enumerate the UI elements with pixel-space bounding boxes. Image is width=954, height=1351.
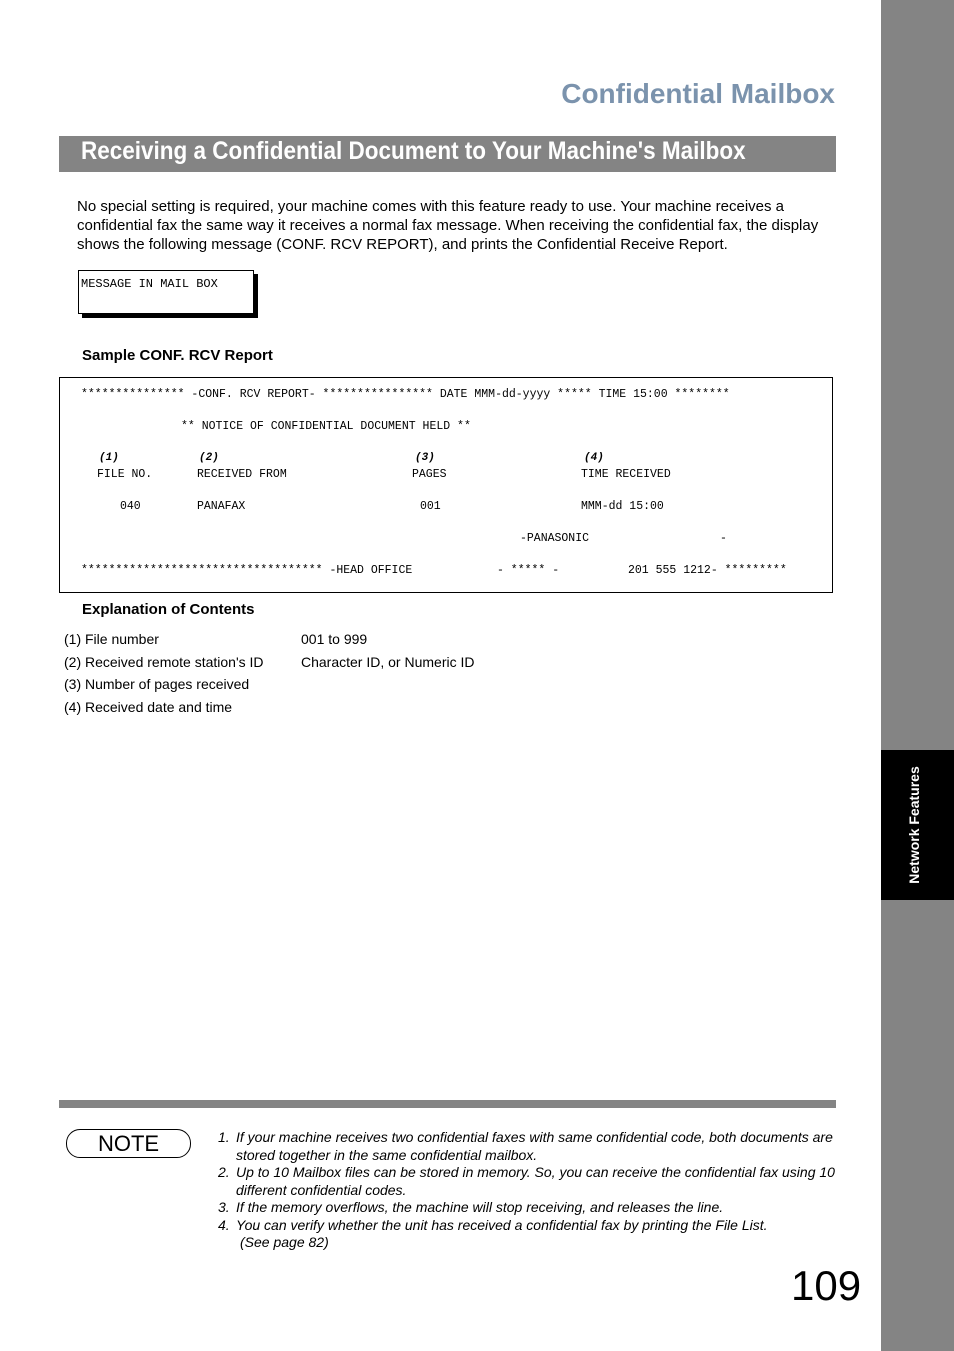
note-text: Up to 10 Mailbox files can be stored in memory. So, you can receive the confidential fax using 10 different confidential codes. — [236, 1164, 835, 1198]
intro-text: No special setting is required, your machine comes with this feature ready to use. Your machine receives a confidential fax the same way it receives a normal fax message. When receiving the confidential fax, the display shows the following message (CONF. RCV REPORT), and prints the Confidential Receive Report. — [77, 198, 819, 253]
report-footer-mid: - ***** - — [497, 564, 560, 577]
report-col-2-label: RECEIVED FROM — [197, 468, 287, 481]
report-col-4-value: MMM-dd 15:00 — [581, 500, 664, 513]
side-margin-bar — [881, 0, 954, 1351]
note-number: 4. — [218, 1216, 230, 1233]
note-page-ref: (See page 82) — [240, 1234, 329, 1250]
note-item — [218, 1129, 838, 1164]
display-message-box — [78, 270, 254, 314]
report-col-4-label: TIME RECEIVED — [581, 468, 671, 481]
explanation-item: (1) File number — [64, 631, 159, 647]
note-item — [218, 1199, 838, 1217]
note-number: 3. — [218, 1199, 230, 1215]
explanation-desc: Character ID, or Numeric ID — [301, 654, 475, 670]
intro-paragraph — [77, 197, 837, 254]
report-footer-stars: *********************************** -HEAD OFFICE — [81, 564, 413, 577]
report-col-2-value: PANAFAX — [197, 500, 246, 513]
note-item — [218, 1164, 838, 1199]
report-col-3-label: PAGES — [412, 468, 447, 481]
report-footer-right: 201 555 1212- ********* — [628, 564, 787, 577]
note-number: 1. — [218, 1129, 230, 1145]
note-text: You can verify whether the unit has received a confidential fax by printing the File List. — [236, 1216, 768, 1233]
report-sender-name: -PANASONIC — [520, 532, 590, 545]
note-divider — [59, 1100, 836, 1108]
explanation-item: (3) Number of pages received — [64, 676, 250, 692]
note-number: 2. — [218, 1164, 230, 1180]
report-col-1-label: FILE NO. — [97, 468, 153, 481]
report-col-4-num: (4) — [584, 452, 604, 464]
report-col-3-num: (3) — [415, 452, 435, 464]
explanation-desc: 001 to 999 — [301, 631, 368, 647]
section-title: Confidential Mailbox — [561, 78, 835, 109]
chapter-tab-label: Network Features — [906, 766, 922, 884]
report-col-1-num: (1) — [99, 452, 119, 464]
explanation-item: (4) Received date and time — [64, 699, 233, 715]
explanation-heading: Explanation of Contents — [82, 601, 255, 618]
report-notice: ** NOTICE OF CONFIDENTIAL DOCUMENT HELD ** — [181, 420, 471, 433]
report-sender-dash: - — [720, 532, 727, 545]
note-item — [218, 1217, 838, 1252]
page-number: 109 — [791, 1262, 862, 1309]
note-text: If your machine receives two confidential faxes with same confidential code, both documents are stored together in the same confidential mailbox. — [236, 1129, 833, 1163]
display-message: MESSAGE IN MAIL BOX — [81, 277, 218, 291]
report-col-2-num: (2) — [199, 452, 219, 464]
note-badge: NOTE — [66, 1129, 191, 1158]
page-title: Receiving a Confidential Document to Your Machine's Mailbox — [81, 137, 746, 165]
report-col-3-value: 001 — [420, 500, 441, 513]
report-col-1-value: 040 — [120, 500, 141, 513]
report-header-line: *************** -CONF. RCV REPORT- **************** DATE MMM-dd-yyyy ***** TIME 15:00 ******** — [81, 388, 730, 401]
note-text: If the memory overflows, the machine will stop receiving, and releases the line. — [236, 1199, 724, 1215]
note-list — [218, 1129, 838, 1252]
sample-report-heading: Sample CONF. RCV Report — [82, 347, 273, 364]
sample-report — [59, 377, 833, 593]
explanation-item: (2) Received remote station's ID — [64, 654, 264, 670]
